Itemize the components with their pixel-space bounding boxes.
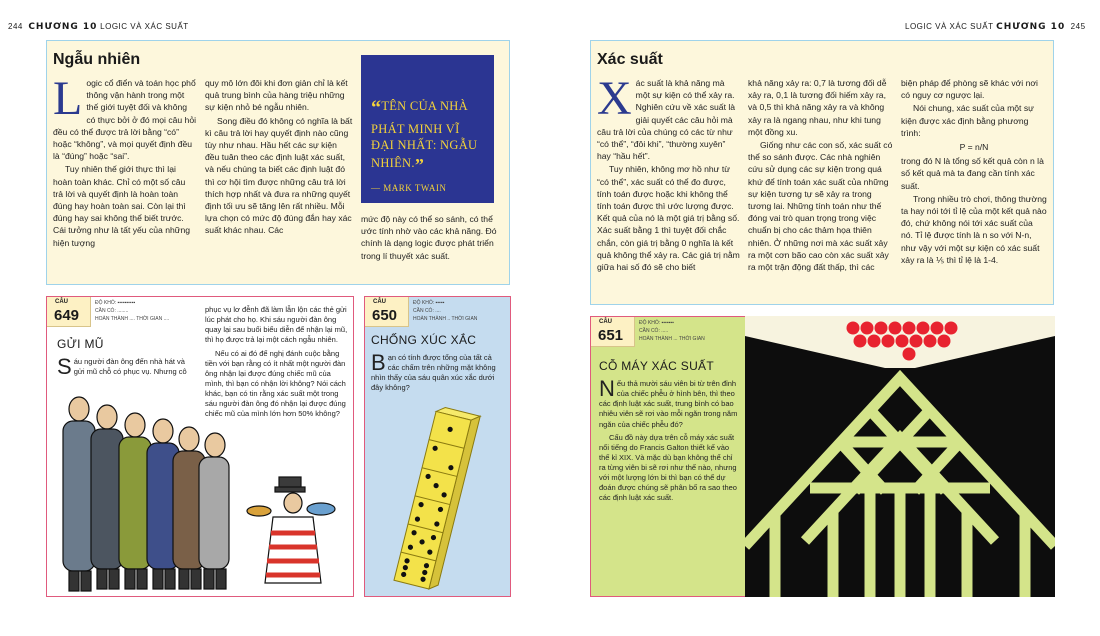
puzzle-text: Nếu thả mười sáu viên bi từ trên đỉnh của chiếc phễu ở hình bên, thì theo các định luật xác suất, trung bình có bao nhiêu viên sẽ rơi vào mỗi ngăn trong năm ngăn của chiếc phễu đó? Cấu đồ này dựa trên cỗ máy xác suất nổi tiếng do Francis Galton thiết kế vào thế kỉ XIX. Và mặc dù bạn không thể chỉ ra từng viên bi sẽ rơi như thế nào, nhưng với một lượng lớn bi thì bạn có thể dự đoán được chúng sẽ phân bố ra sao theo các định luật xác suất. [599, 376, 738, 503]
puzzle-label: CÂU [599, 319, 612, 325]
chapter-title-right: LOGIC VÀ XÁC SUẤT [905, 22, 994, 31]
paragraph: quy mô lớn đôi khi đơn giản chỉ là kết quả trung bình của hàng triệu những sự kiện nhỏ bé ngẫu nhiên. [205, 78, 348, 113]
man-figure [91, 405, 123, 589]
paragraph: trong đó N là tổng số kết quả còn n là số kết quả mà ta đang cần tính xác suất. [901, 156, 1044, 191]
paragraph: Tuy nhiên, không mơ hồ như từ “có thể”, xác suất có thể đo được, tính toán được hoặc khi không thể tính toán được thì ước lượng được. Kết quả của nó là một giá trị bằng số. Xác suất bằng 1 thì tuyệt đối chắc chắn, còn giá trị bằng 0 nghĩa là kết quả không thể xảy ra. Các giá trị nằm giữa hai số đó sẽ cho biết [597, 164, 740, 273]
paragraph: Giống như các con số, xác suất có thể so sánh được. Các nhà nghiên cứu sử dụng các sự kiện trong quá khứ để tính toán xác suất của những sự kiện tương tự sẽ xảy ra trong tương lai. Những tính toán như thế đóng vai trò quan trọng trong việc chuẩn bị cho các thảm họa thiên nhiên. Ở những nơi mà xác suất xảy ra một cơn bão cao còn xác suất xảy ra một trận động đất thấp, thì các [748, 140, 893, 273]
puzzle-title: CỖ MÁY XÁC SUẤT [599, 359, 714, 373]
dropcap: S [57, 354, 72, 379]
galton-board-illustration [745, 316, 1055, 597]
puzzle-meta: ĐỘ KHÓ: ▪▪▪▪▪▪▪▪▪▪ CẦN CÓ: ........ HOÀN THÀNH .... THỜI GIAN .... [95, 300, 170, 322]
page-number-left: 244 [8, 22, 23, 31]
paragraph: Nếu có ai đó để nghị đánh cuộc bằng tiền với bạn rằng có ít nhất một người đàn ông nhận lại được đúng chiếc mũ của mình, thì bạn có nhận lời không? Nói cách khác, bạn có tin rằng xác suất một trong sáu người đàn ông đó nhận lại được đúng chiếc mũ của mình lớn hơn 50% không? [205, 348, 346, 419]
chapter-label-left: CHƯƠNG 10 [28, 22, 98, 32]
random-col2 [205, 77, 353, 238]
dropcap: N [599, 376, 615, 401]
paragraph: phục vụ lơ đễnh đã làm lẫn lộn các thẻ gửi lúc phát cho họ. Khi sáu người đàn ông quay lại sau buổi biểu diễn để nhận lại mũ, thì họ được trả lại một cách ngẫu nhiên. [205, 305, 348, 345]
quote-text: “TÊN CỦA NHÀ PHÁT MINH VĨ ĐẠI NHẤT: NGẪU NHIÊN.” [371, 97, 478, 175]
man-figure [63, 397, 95, 591]
paragraph: Song điều đó không có nghĩa là bất kì câu trả lời hay quyết định nào cũng tùy như nhau. Hầu hết các sự kiện đều tuân theo các định luật xác suất, và nếu chúng ta biết các định luật đó thì cơ hội tìm được những câu trả lời thích hợp nhất và đưa ra những quyết định tối ưu sẽ tăng lên rất nhiều. Mỗi lựa chọn có mức độ đúng đắn hay xác suất khác nhau. Các [205, 115, 353, 236]
puzzle-label: CÂU [373, 299, 386, 305]
puzzle-text-1: S áu người đàn ông đến nhà hát và gửi mũ chỗ có phục vụ. Nhưng cô [57, 354, 187, 379]
paragraph: Cấu đồ này dựa trên cỗ máy xác suất nổi tiếng do Francis Galton thiết kế vào thế kỉ XIX. Và mặc dù bạn không thể chỉ ra từng viên bi sẽ rơi như thế nào, nhưng với một lượng lớn bi thì bạn có thể dự đoán được chúng sẽ phân bố ra sao theo các định luật xác suất. [599, 432, 737, 503]
random-section [46, 40, 510, 285]
quote-author: — MARK TWAIN [371, 182, 447, 193]
quote-box [361, 55, 494, 203]
puzzle-649 [46, 296, 354, 597]
probability-section [590, 40, 1054, 305]
puzzle-label: CÂU [55, 299, 68, 305]
puzzle-meta: ĐỘ KHÓ: ▪▪▪▪▪▪▪ CẦN CÓ: ..... HOÀN THÀNH ... THỜI GIAN [639, 320, 705, 342]
dice-stack-illustration [375, 407, 505, 592]
random-col1 [53, 72, 197, 250]
paragraph: ác suất là khả năng mà một sự kiện có thể xảy ra. Nghiên cứu về xác suất là giải quyết các câu hỏi mà câu trả lời của chúng có các từ như “có thể”, “đôi khi”, “thường xuyên” hay “hầu hết”. [597, 78, 736, 162]
prob-col1 [597, 72, 741, 274]
paragraph: Nói chung, xác suất của một sự kiện được xác định bằng phương trình: [901, 103, 1034, 138]
puzzle-meta: ĐỘ KHÓ: ▪▪▪▪▪ CẦN CÓ: .... HOÀN THÀNH .. THỜI GIAN [413, 300, 478, 322]
puzzle-650 [364, 296, 511, 597]
puzzle-badge [47, 297, 91, 327]
puzzle-text: B ạn có tính được tổng của tất cả các chấm trên những mặt không nhìn thấy của sáu quân xúc xắc dưới đây không? [371, 350, 496, 393]
paragraph: mức độ này có thể so sánh, có thể ước tính nhờ vào các khả năng. Đó chính là dạng logic được phát triển trong lí thuyết xác suất. [361, 214, 497, 261]
right-header [905, 22, 1086, 32]
puzzle-badge [591, 317, 635, 347]
paragraph: ogic cổ điển và toán học phổ thông vận hành trong một thế giới tuyệt đối và không có thực bởi ở đó mọi câu hỏi đều có thể được trả lời bằng “có” hoặc “không”, và mọi quyết định đều là “đúng” hoặc “sai”. [53, 78, 197, 162]
puzzle-number: 651 [598, 327, 624, 344]
attendant-figure [247, 477, 335, 583]
dropcap: B [371, 350, 386, 375]
random-col3 [361, 213, 501, 263]
left-header [8, 22, 189, 32]
dropcap: X [597, 72, 632, 125]
puzzle-title: GỬI MŨ [57, 337, 104, 351]
chapter-label-right: CHƯƠNG 10 [996, 22, 1066, 32]
formula: P = n/N [959, 142, 989, 153]
paragraph: Trong nhiều trò chơi, thông thường ta hay nói tới tỉ lệ của một kết quả nào đó, chứ không nói tới xác suất của nó. Tỉ lệ được tính là n so với N-n, như vậy với một sự kiện có xác suất xảy ra là ⅕ thì tỉ lệ là 1-4. [901, 193, 1047, 265]
paragraph: Tuy nhiên thế giới thực thì lại hoàn toàn khác. Chỉ có một số câu trả lời và quyết định là hoàn toàn đúng hay hoàn toàn sai. Còn lại thì đúng hay sai không thể biết trước. Cái tưởng như là tất yếu của những hiện tượng [53, 164, 191, 248]
chapter-title-left: LOGIC VÀ XÁC SUẤT [100, 22, 189, 31]
puzzle-title: CHỐNG XÚC XẮC [371, 333, 477, 347]
section-title: Ngẫu nhiên [53, 51, 141, 68]
prob-col2 [748, 77, 894, 274]
puzzle-badge [365, 297, 409, 327]
puzzle-number: 649 [54, 307, 80, 324]
paragraph: biện pháp để phòng sẽ khác với nơi có nguy cơ ngược lại. [901, 78, 1038, 101]
puzzle-number: 650 [372, 307, 398, 324]
men-illustration [49, 387, 349, 595]
dropcap: L [53, 72, 83, 125]
page-number-right: 245 [1070, 22, 1086, 31]
section-title: Xác suất [597, 51, 663, 68]
prob-col3 [901, 77, 1047, 267]
paragraph: khả năng xảy ra: 0,7 là tương đối dễ xảy ra, 0,1 là tương đối hiếm xảy ra, và 0,5 thì khả năng xảy ra và không xảy ra là ngang nhau, như khi tung một đồng xu. [748, 78, 887, 137]
man-figure [119, 413, 151, 589]
